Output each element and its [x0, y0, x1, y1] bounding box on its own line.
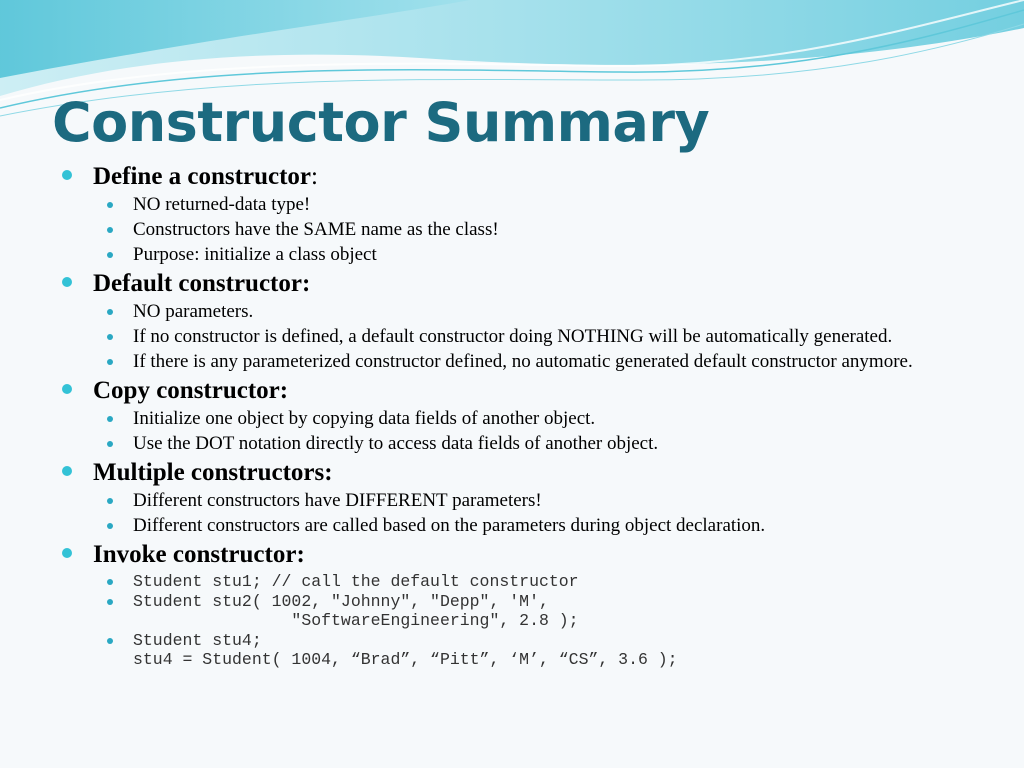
list-item-text: Constructors have the SAME name as the class!: [133, 219, 499, 240]
list-item: [60, 515, 1000, 536]
section-4: [60, 458, 1000, 536]
section-heading-text: Define a constructor: [93, 163, 311, 190]
bullet-dot-icon: [62, 384, 72, 394]
sub-bullet-list: [60, 301, 1000, 372]
list-item-text: Different constructors have DIFFERENT parameters!: [133, 490, 542, 511]
list-item: [60, 490, 1000, 511]
sub-bullet-dot-icon: [107, 416, 113, 422]
section-3: [60, 376, 1000, 454]
slide-content: [60, 162, 1000, 672]
list-item: [60, 433, 1000, 454]
code-line: "SoftwareEngineering", 2.8 );: [133, 611, 579, 630]
list-item-text: If no constructor is defined, a default constructor doing NOTHING will be automatically generated.: [133, 326, 893, 347]
sub-bullet-list: [60, 408, 1000, 454]
section-heading: [60, 269, 1000, 299]
sub-bullet-dot-icon: [107, 441, 113, 447]
section-heading: [60, 376, 1000, 406]
sub-bullet-dot-icon: [107, 309, 113, 315]
section-heading: [60, 162, 1000, 192]
sub-bullet-dot-icon: [107, 359, 113, 365]
sub-bullet-dot-icon: [107, 599, 113, 605]
code-line: stu4 = Student( 1004, “Brad”, “Pitt”, ‘M’, “CS”, 3.6 );: [133, 650, 678, 669]
sub-bullet-list: [60, 490, 1000, 536]
section-1: [60, 162, 1000, 265]
list-item-text: Initialize one object by copying data fields of another object.: [133, 408, 596, 429]
list-item: [60, 326, 1000, 347]
list-item-text: Use the DOT notation directly to access data fields of another object.: [133, 433, 659, 454]
code-line: Student stu1; // call the default constructor: [133, 572, 579, 591]
sub-bullet-dot-icon: [107, 498, 113, 504]
code-line: Student stu2( 1002, "Johnny", "Depp", 'M',: [133, 591, 549, 611]
bullet-dot-icon: [62, 466, 72, 476]
section-heading-text: Default constructor:: [93, 270, 311, 297]
bullet-dot-icon: [62, 170, 72, 180]
section-heading-text: Invoke constructor:: [93, 541, 305, 568]
section-5: [60, 540, 1000, 670]
section-heading: [60, 458, 1000, 488]
list-item: [60, 301, 1000, 322]
sub-bullet-dot-icon: [107, 227, 113, 233]
bullet-dot-icon: [62, 548, 72, 558]
slide-title: Constructor Summary: [52, 91, 710, 154]
list-item-text: If there is any parameterized constructor defined, no automatic generated default constructor anymore.: [133, 351, 913, 372]
sub-bullet-dot-icon: [107, 202, 113, 208]
code-item: [60, 631, 1000, 670]
list-item-text: Purpose: initialize a class object: [133, 244, 377, 265]
list-item: [60, 194, 1000, 215]
list-item: [60, 351, 1000, 372]
bullet-dot-icon: [62, 277, 72, 287]
sub-bullet-dot-icon: [107, 523, 113, 529]
list-item: [60, 244, 1000, 265]
section-heading: [60, 540, 1000, 570]
sub-bullet-list: [60, 194, 1000, 265]
section-heading-colon: :: [311, 163, 318, 190]
list-item-text: Different constructors are called based on the parameters during object declaration.: [133, 515, 766, 536]
sub-bullet-dot-icon: [107, 638, 113, 644]
section-heading-text: Copy constructor:: [93, 377, 289, 404]
sub-bullet-dot-icon: [107, 252, 113, 258]
code-line: Student stu4;: [133, 630, 262, 650]
list-item-text: NO parameters.: [133, 301, 254, 322]
list-item: [60, 219, 1000, 240]
sub-bullet-dot-icon: [107, 579, 113, 585]
section-2: [60, 269, 1000, 372]
section-heading-text: Multiple constructors:: [93, 459, 333, 486]
sub-bullet-dot-icon: [107, 334, 113, 340]
sub-bullet-list: [60, 572, 1000, 670]
list-item: [60, 408, 1000, 429]
list-item-text: NO returned-data type!: [133, 194, 311, 215]
code-item: [60, 572, 1000, 592]
code-item: [60, 592, 1000, 631]
